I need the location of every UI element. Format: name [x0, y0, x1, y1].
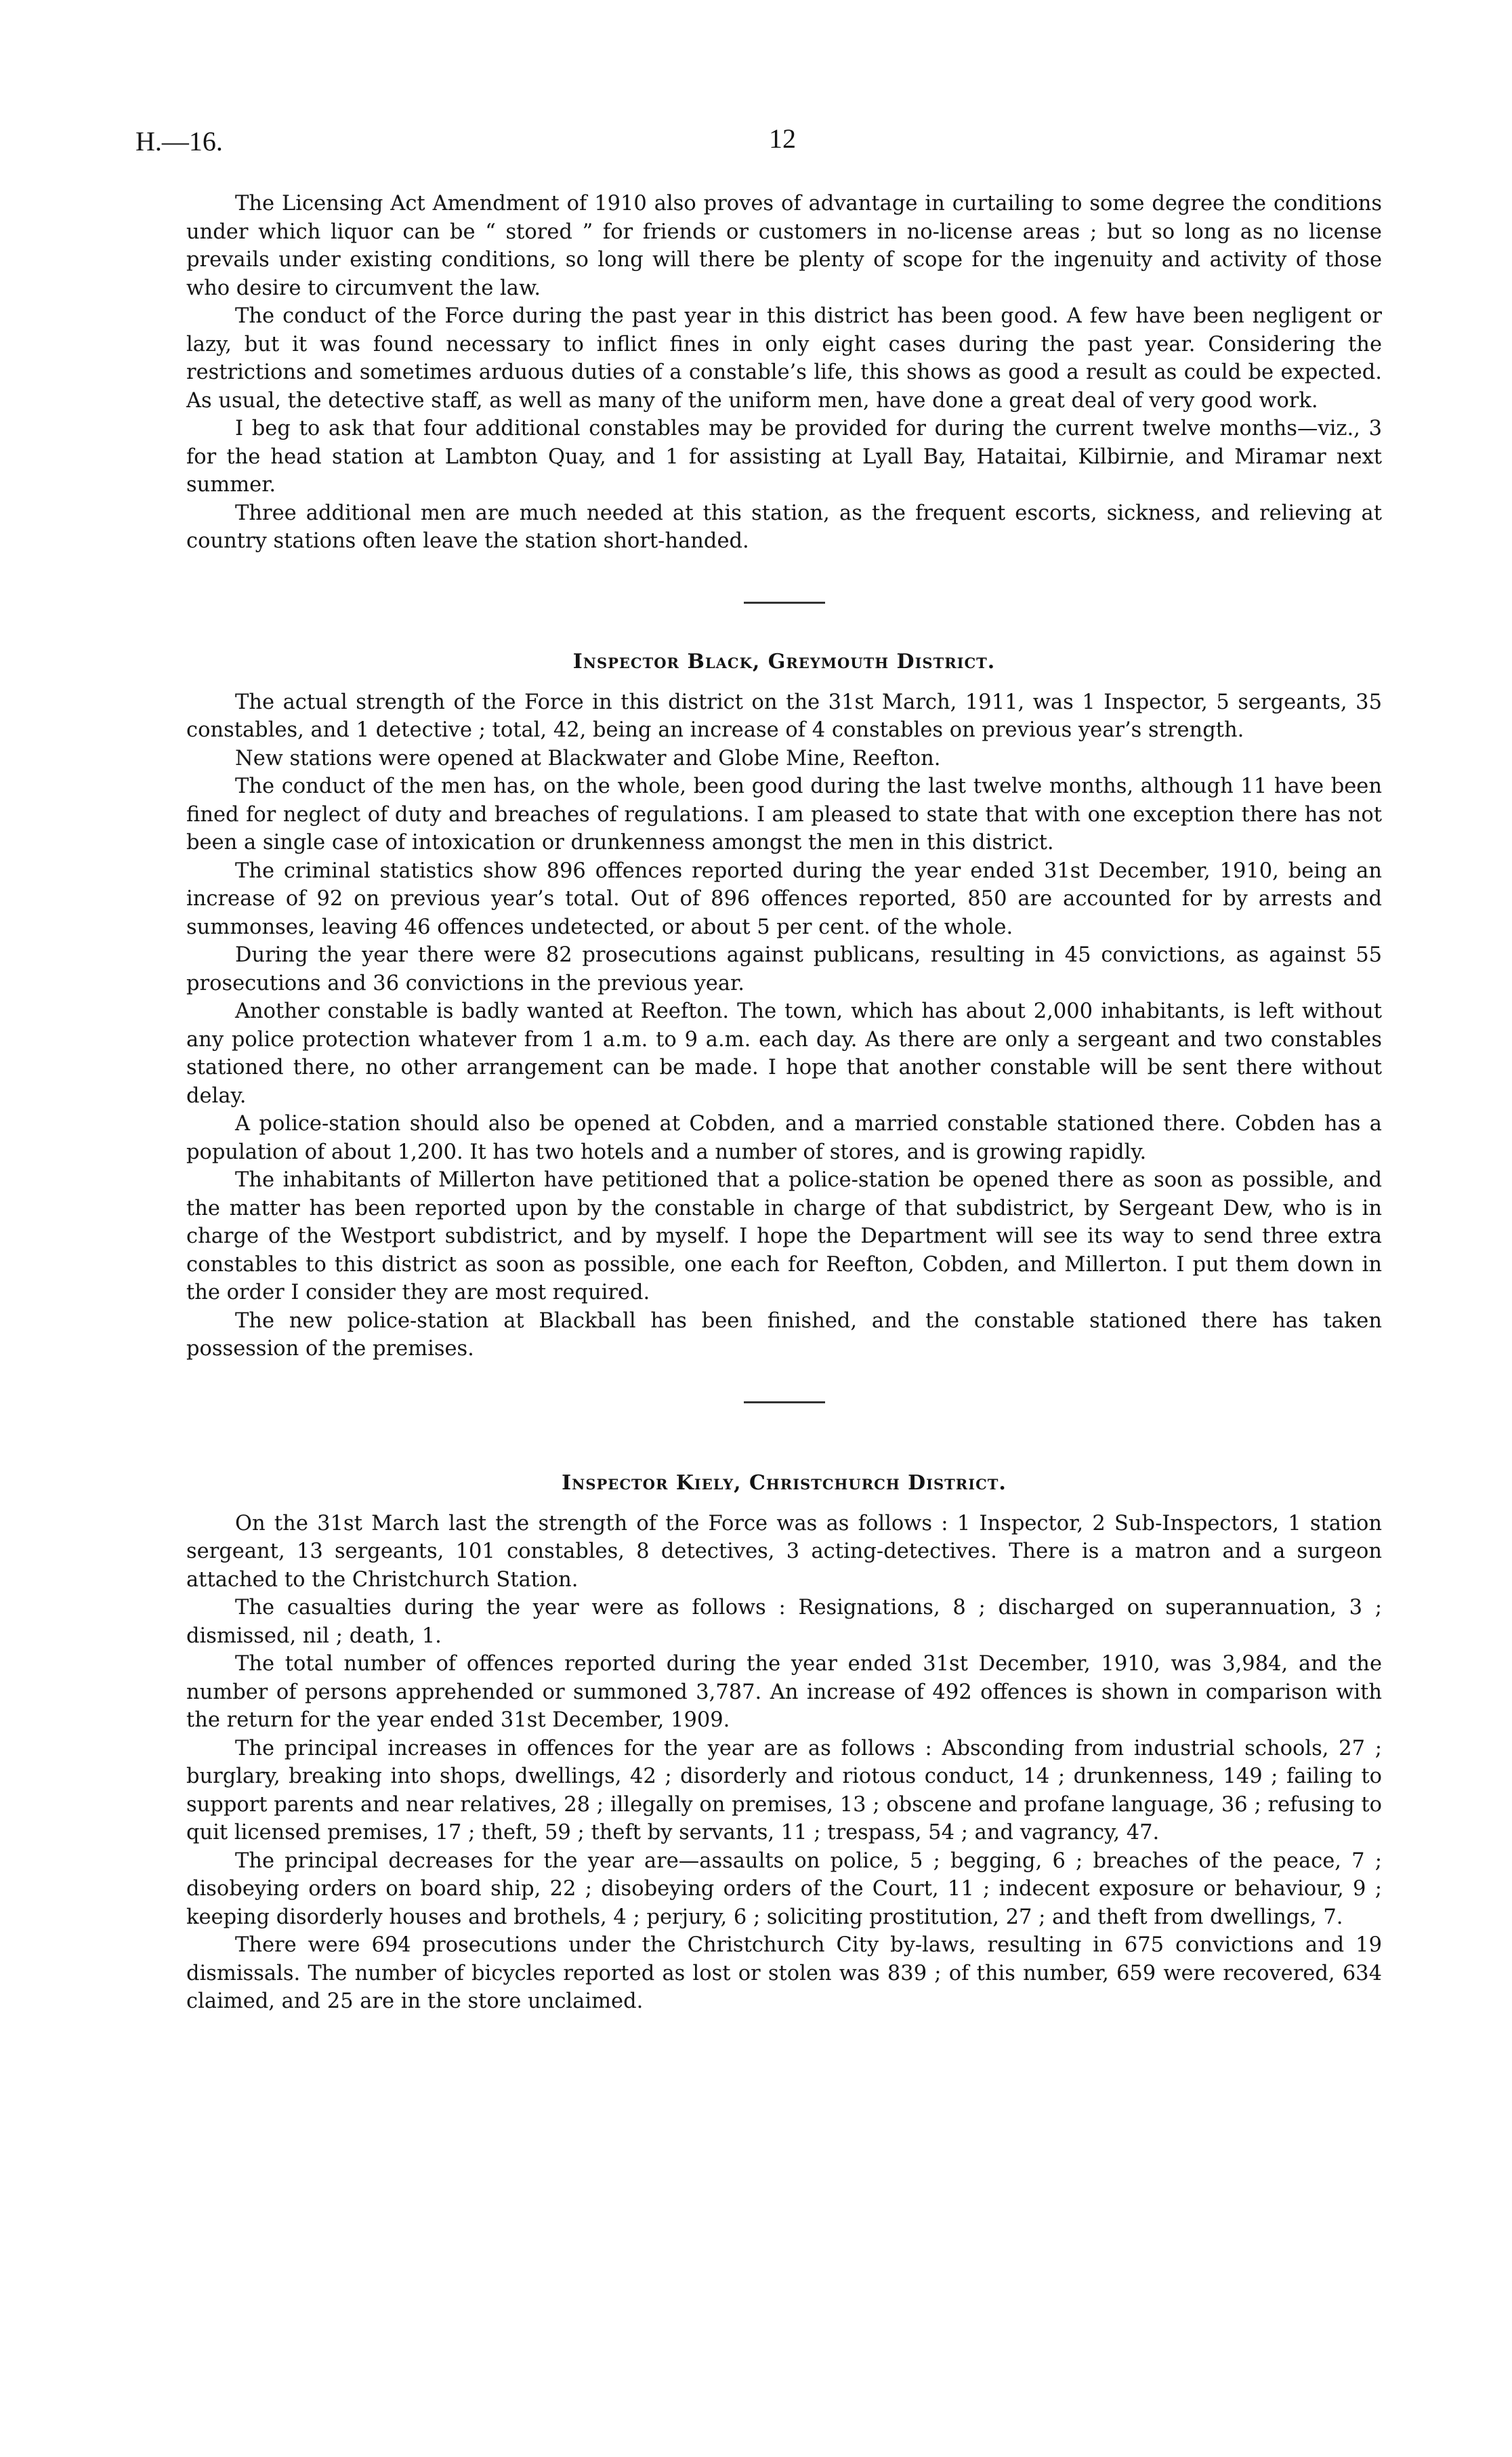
paragraph: The actual strength of the Force in this district on the 31st March, 1911, was 1 Inspector, 5 sergeants, 35 constables, and 1 detective ; total, 42, being an increase of 4 constables on previous year’s strength. [186, 690, 1382, 742]
paragraph: New stations were opened at Blackwater and Globe Mine, Reefton. [235, 746, 941, 770]
paragraph: Another constable is badly wanted at Reefton. The town, which has about 2,000 inhabitants, is left without any police protection whatever from 1 a.m. to 9 a.m. each day. As there are only a sergeant and two constables stationed there, no other arrangement can be made. I hope that another constable will be sent there without delay. [186, 999, 1382, 1108]
paragraph: A police-station should also be opened at Cobden, and a married constable stationed there. Cobden has a population of about 1,200. It has two hotels and a number of stores, and is growing rapidly. [186, 1112, 1382, 1164]
paragraph: The total number of offences reported during the year ended 31st December, 1910, was 3,984, and the number of persons apprehended or summoned 3,787. An increase of 492 offences is shown in comparison with the return for the year ended 31st December, 1909. [186, 1652, 1382, 1732]
page-number: 12 [769, 123, 796, 154]
section-divider [744, 1401, 825, 1403]
document-body [186, 190, 1382, 2016]
paragraph: The Licensing Act Amendment of 1910 also proves of advantage in curtailing to some degree the conditions under which liquor can be “ stored ” for friends or customers in no-license areas ; but so long as no license prevails under existing conditions, so long will there be plenty of scope for the ingenuity and activity of those who desire to circumvent the law. [186, 192, 1382, 300]
section-wellington-continued [186, 190, 1382, 556]
paragraph: The principal increases in offences for the year are as follows : Absconding from industrial schools, 27 ; burglary, breaking into shops, dwellings, 42 ; disorderly and riotous conduct, 14 ; drunkenness, 149 ; failing to support parents and near relatives, 28 ; illegally on premises, 13 ; obscene and profane language, 36 ; refusing to quit licensed premises, 17 ; theft, 59 ; theft by servants, 11 ; trespass, 54 ; and vagrancy, 47. [186, 1736, 1382, 1844]
paragraph: During the year there were 82 prosecutions against publicans, resulting in 45 convictions, as against 55 prosecutions and 36 convictions in the previous year. [186, 943, 1382, 995]
paragraph: The conduct of the Force during the past year in this district has been good. A few have been negligent or lazy, but it was found necessary to inflict fines in only eight cases during the past year. Considering the restrictions and sometimes arduous duties of a constable’s life, this shows as good a result as could be expected. As usual, the detective staff, as well as many of the uniform men, have done a great deal of very good work. [186, 304, 1382, 413]
paragraph: On the 31st March last the strength of the Force was as follows : 1 Inspector, 2 Sub-Inspectors, 1 station sergeant, 13 sergeants, 101 constables, 8 detectives, 3 acting-detectives. There is a matron and a surgeon attached to the Christchurch Station. [186, 1511, 1382, 1592]
paragraph: The conduct of the men has, on the whole, been good during the last twelve months, although 11 have been fined for neglect of duty and breaches of regulations. I am pleased to state that with one exception there has not been a single case of intoxication or drunkenness amongst the men in this district. [186, 775, 1382, 854]
paragraph: The casualties during the year were as follows : Resignations, 8 ; discharged on superannuation, 3 ; dismissed, nil ; death, 1. [186, 1596, 1382, 1648]
paragraph: There were 694 prosecutions under the Christchurch City by-laws, resulting in 675 convictions and 19 dismissals. The number of bicycles reported as lost or stolen was 839 ; of this number, 659 were recovered, 634 claimed, and 25 are in the store unclaimed. [186, 1933, 1382, 2013]
section-title-greymouth: Inspector Black, Greymouth District. [572, 649, 996, 674]
section-title-christchurch: Inspector Kiely, Christchurch District. [562, 1470, 1007, 1495]
section-divider [744, 602, 825, 604]
paragraph: Three additional men are much needed at this station, as the frequent escorts, sickness, and relieving at country stations often leave the station short-handed. [186, 501, 1382, 553]
paragraph: The new police-station at Blackball has been finished, and the constable stationed there has taken possession of the premises. [186, 1308, 1382, 1361]
paragraph: The criminal statistics show 896 offences reported during the year ended 31st December, 1910, being an increase of 92 on previous year’s total. Out of 896 offences reported, 850 are accounted for by arrests and summonses, leaving 46 offences undetected, or about 5 per cent. of the whole. [186, 859, 1382, 939]
page-header [135, 125, 1375, 173]
paragraph: The inhabitants of Millerton have petitioned that a police-station be opened there as soon as possible, and the matter has been reported upon by the constable in charge of that subdistrict, by Sergeant Dew, who is in charge of the Westport subdistrict, and by myself. I hope the Department will see its way to send three extra constables to this district as soon as possible, one each for Reefton, Cobden, and Millerton. I put them down in the order I consider they are most required. [186, 1168, 1382, 1304]
section-christchurch [186, 1471, 1382, 2016]
document-reference: H.—16. [135, 126, 223, 157]
paragraph: The principal decreases for the year are—assaults on police, 5 ; begging, 6 ; breaches of the peace, 7 ; disobeying orders on board ship, 22 ; disobeying orders of the Court, 11 ; indecent exposure or behaviour, 9 ; keeping disorderly houses and brothels, 4 ; perjury, 6 ; soliciting prostitution, 27 ; and theft from dwellings, 7. [186, 1849, 1382, 1929]
section-greymouth [186, 650, 1382, 1363]
paragraph: I beg to ask that four additional constables may be provided for during the current twelve months—viz., 3 for the head station at Lambton Quay, and 1 for assisting at Lyall Bay, Hataitai, Kilbirnie, and Miramar next summer. [186, 417, 1382, 497]
